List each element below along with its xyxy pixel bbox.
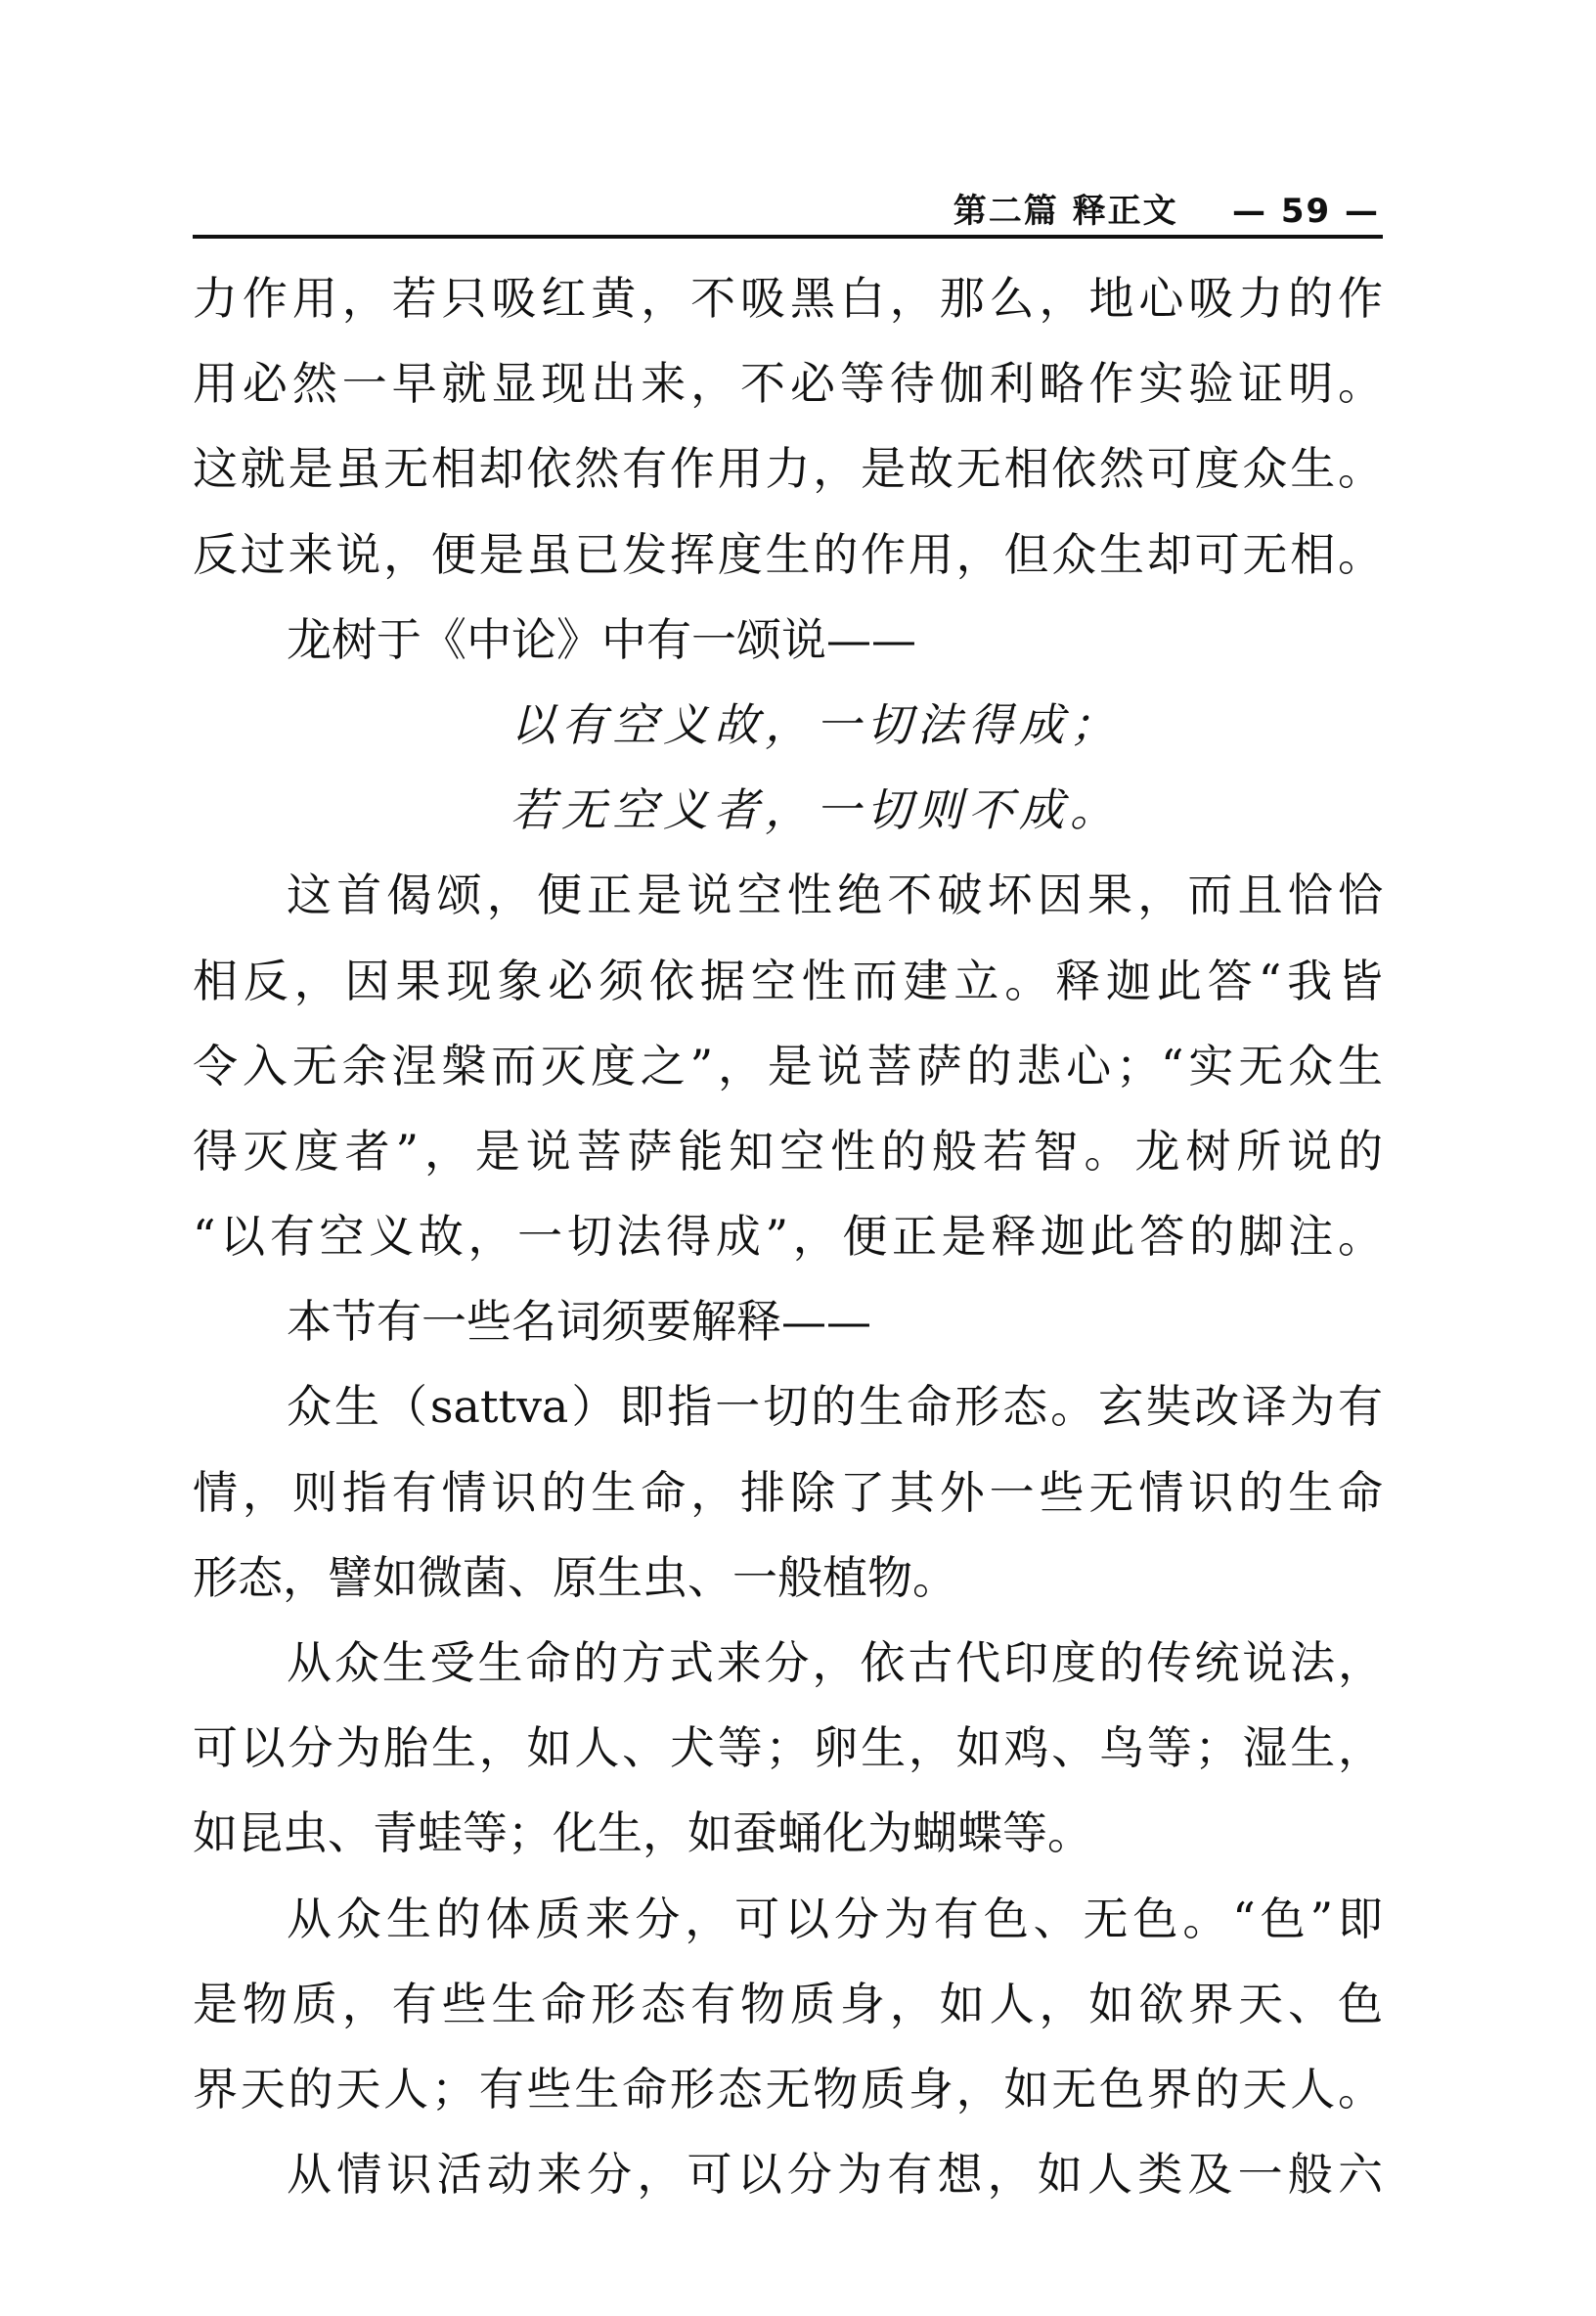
chapter-title: 第二篇 释正文 <box>953 192 1178 231</box>
text-line: 从众生的体质来分，可以分为有色、无色。“色”即 <box>287 1892 1383 1945</box>
text-line: 用必然一早就显现出来，不必等待伽利略作实验证明。 <box>193 357 1383 411</box>
text-line: 形态，譬如微菌、原生虫、一般植物。 <box>193 1550 957 1604</box>
text-line: 界天的天人；有些生命形态无物质身，如无色界的天人。 <box>193 2062 1383 2116</box>
text-line: 这首偈颂，便正是说空性绝不破坏因果，而且恰恰 <box>287 868 1383 922</box>
text-line: 这就是虽无相却依然有作用力，是故无相依然可度众生。 <box>193 442 1383 496</box>
text-line: 相反，因果现象必须依据空性而建立。释迦此答“我皆 <box>193 954 1383 1007</box>
text-line: 从情识活动来分，可以分为有想，如人类及一般六 <box>287 2148 1383 2202</box>
text-line: 情，则指有情识的生命，排除了其外一些无情识的生命 <box>193 1465 1383 1519</box>
text-line: 龙树于《中论》中有一颂说—— <box>287 612 916 666</box>
text-line: 本节有一些名词须要解释—— <box>287 1295 871 1349</box>
text-line: 从众生受生命的方式来分，依古代印度的传统说法， <box>287 1636 1383 1689</box>
running-header <box>953 184 1380 232</box>
text-line: 如昆虫、青蛙等；化生，如蚕蛹化为蝴蝶等。 <box>193 1806 1092 1860</box>
page-number: — 59 — <box>1232 192 1380 231</box>
text-line: “以有空义故，一切法得成”，便正是释迦此答的脚注。 <box>193 1210 1383 1264</box>
text-line: 力作用，若只吸红黄，不吸黑白，那么，地心吸力的作 <box>193 272 1383 325</box>
body-text <box>193 256 1383 2217</box>
verse-line: 若无空义者，一切则不成。 <box>510 783 1121 837</box>
text-line: 是物质，有些生命形态有物质身，如人，如欲界天、色 <box>193 1977 1383 2030</box>
text-line: 令入无余涅槃而灭度之”，是说菩萨的悲心；“实无众生 <box>193 1039 1383 1092</box>
text-line: 可以分为胎生，如人、犬等；卵生，如鸡、鸟等；湿生， <box>193 1721 1383 1775</box>
text-line: 得灭度者”，是说菩萨能知空性的般若智。龙树所说的 <box>193 1124 1383 1178</box>
text-line: 众生（sattva）即指一切的生命形态。玄奘改译为有 <box>287 1380 1383 1434</box>
text-line: 反过来说，便是虽已发挥度生的作用，但众生却可无相。 <box>193 527 1383 581</box>
verse-line: 以有空义故，一切法得成； <box>510 697 1121 751</box>
header-rule <box>193 235 1383 239</box>
